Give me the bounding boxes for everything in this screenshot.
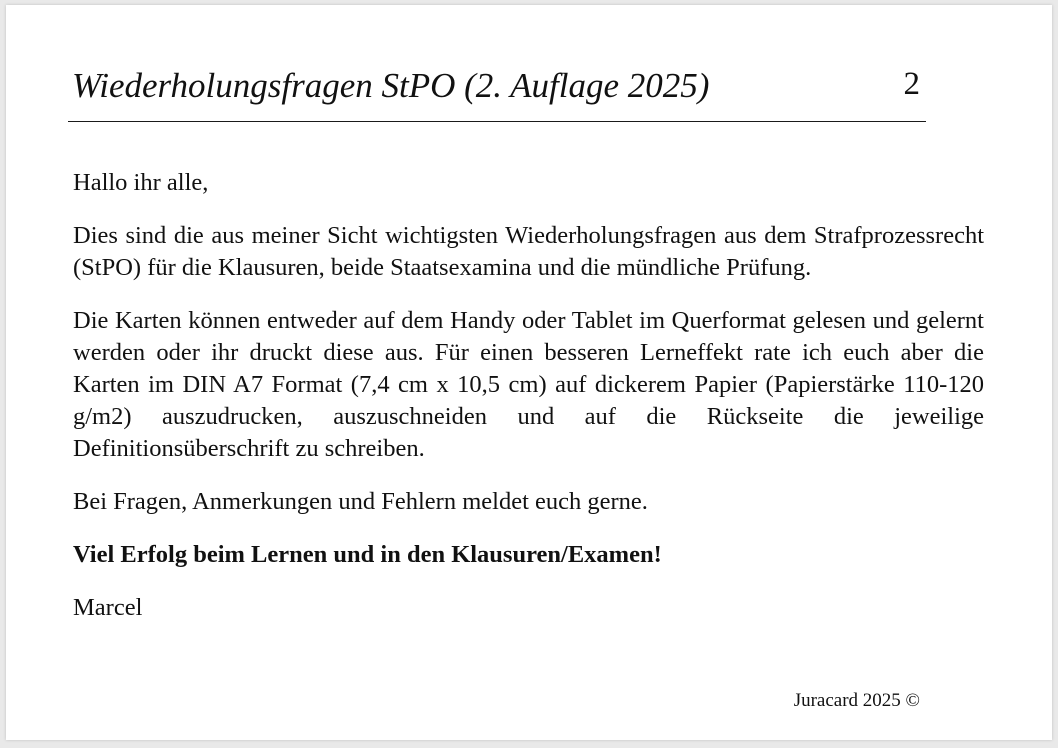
page-number: 2 bbox=[903, 66, 920, 102]
questions-paragraph: Bei Fragen, Anmerkungen und Fehlern meldet euch gerne. bbox=[73, 488, 648, 515]
document-page bbox=[6, 5, 1052, 740]
usage-paragraph: Die Karten können entweder auf dem Handy oder Tablet im Querformat gelesen und gelernt werden oder ihr druckt diese aus. Für einen besseren Lerneffekt rate ich euch aber die Karten im DIN A7 Format (7,4 cm x 10,5 cm) auf dickerem Papier (Papierstärke 110-120 g/m2) auszudrucken, auszuschneiden und auf die Rückseite die jeweilige Definitionsüberschrift zu schreiben. bbox=[73, 307, 984, 462]
copyright-footer: Juracard 2025 © bbox=[793, 690, 920, 711]
page-header bbox=[68, 59, 926, 122]
letter-body bbox=[73, 167, 984, 645]
page-title: Wiederholungsfragen StPO (2. Auflage 2025) bbox=[72, 66, 710, 105]
wish-paragraph: Viel Erfolg beim Lernen und in den Klausuren/Examen! bbox=[73, 541, 662, 568]
signature: Marcel bbox=[73, 594, 143, 621]
intro-paragraph: Dies sind die aus meiner Sicht wichtigsten Wiederholungsfragen aus dem Strafprozessrecht (StPO) für die Klausuren, beide Staatsexamina und die mündliche Prüfung. bbox=[73, 222, 984, 281]
greeting-paragraph: Hallo ihr alle, bbox=[73, 169, 209, 196]
